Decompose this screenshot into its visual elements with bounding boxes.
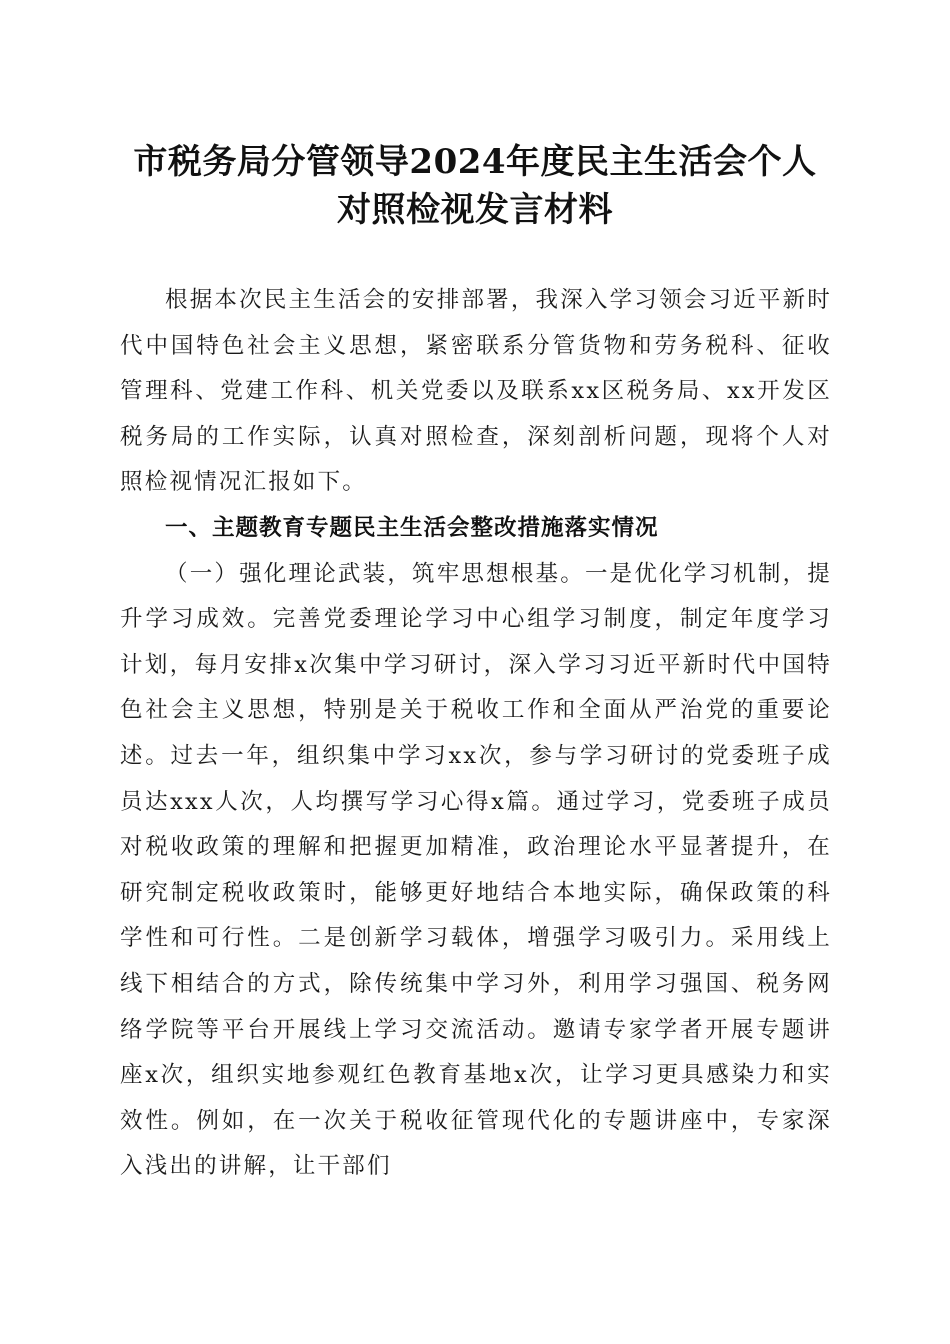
document-body [120,278,832,1190]
intro-paragraph: 根据本次民主生活会的安排部署，我深入学习领会习近平新时代中国特色社会主义思想，紧密联系分管货物和劳务税科、征收管理科、党建工作科、机关党委以及联系xx区税务局、xx开发区税务局的工作实际，认真对照检查，深刻剖析问题，现将个人对照检视情况汇报如下。 [120,287,832,496]
subsection-1-body: 一是优化学习机制，提升学习成效。完善党委理论学习中心组学习制度，制定年度学习计划，每月安排x次集中学习研讨，深入学习习近平新时代中国特色社会主义思想，特别是关于税收工作和全面从严治党的重要论述。过去一年，组织集中学习xx次，参与学习研讨的党委班子成员达xxx人次，人均撰写学习心得x篇。通过学习，党委班子成员对税收政策的理解和把握更加精准，政治理论水平显著提升，在研究制定税收政策时，能够更好地结合本地实际，确保政策的科学性和可行性。二是创新学习载体，增强学习吸引力。采用线上线下相结合的方式，除传统集中学习外，利用学习强国、税务网络学院等平台开展线上学习交流活动。邀请专家学者开展专题讲座x次，组织实地参观红色教育基地x次，让学习更具感染力和实效性。例如，在一次关于税收征管现代化的专题讲座中，专家深入浅出的讲解，让干部们 [120,560,832,1180]
title-line-1: 市税务局分管领导2024年度民主生活会个人 [133,142,817,182]
subsection-1-heading: （一）强化理论武装，筑牢思想根基。 [165,560,585,587]
section-1-heading: 一、主题教育专题民主生活会整改措施落实情况 [165,514,659,541]
subsection-1-paragraph [120,552,832,1190]
document-title [110,138,840,234]
title-line-2: 对照检视发言材料 [337,190,613,230]
